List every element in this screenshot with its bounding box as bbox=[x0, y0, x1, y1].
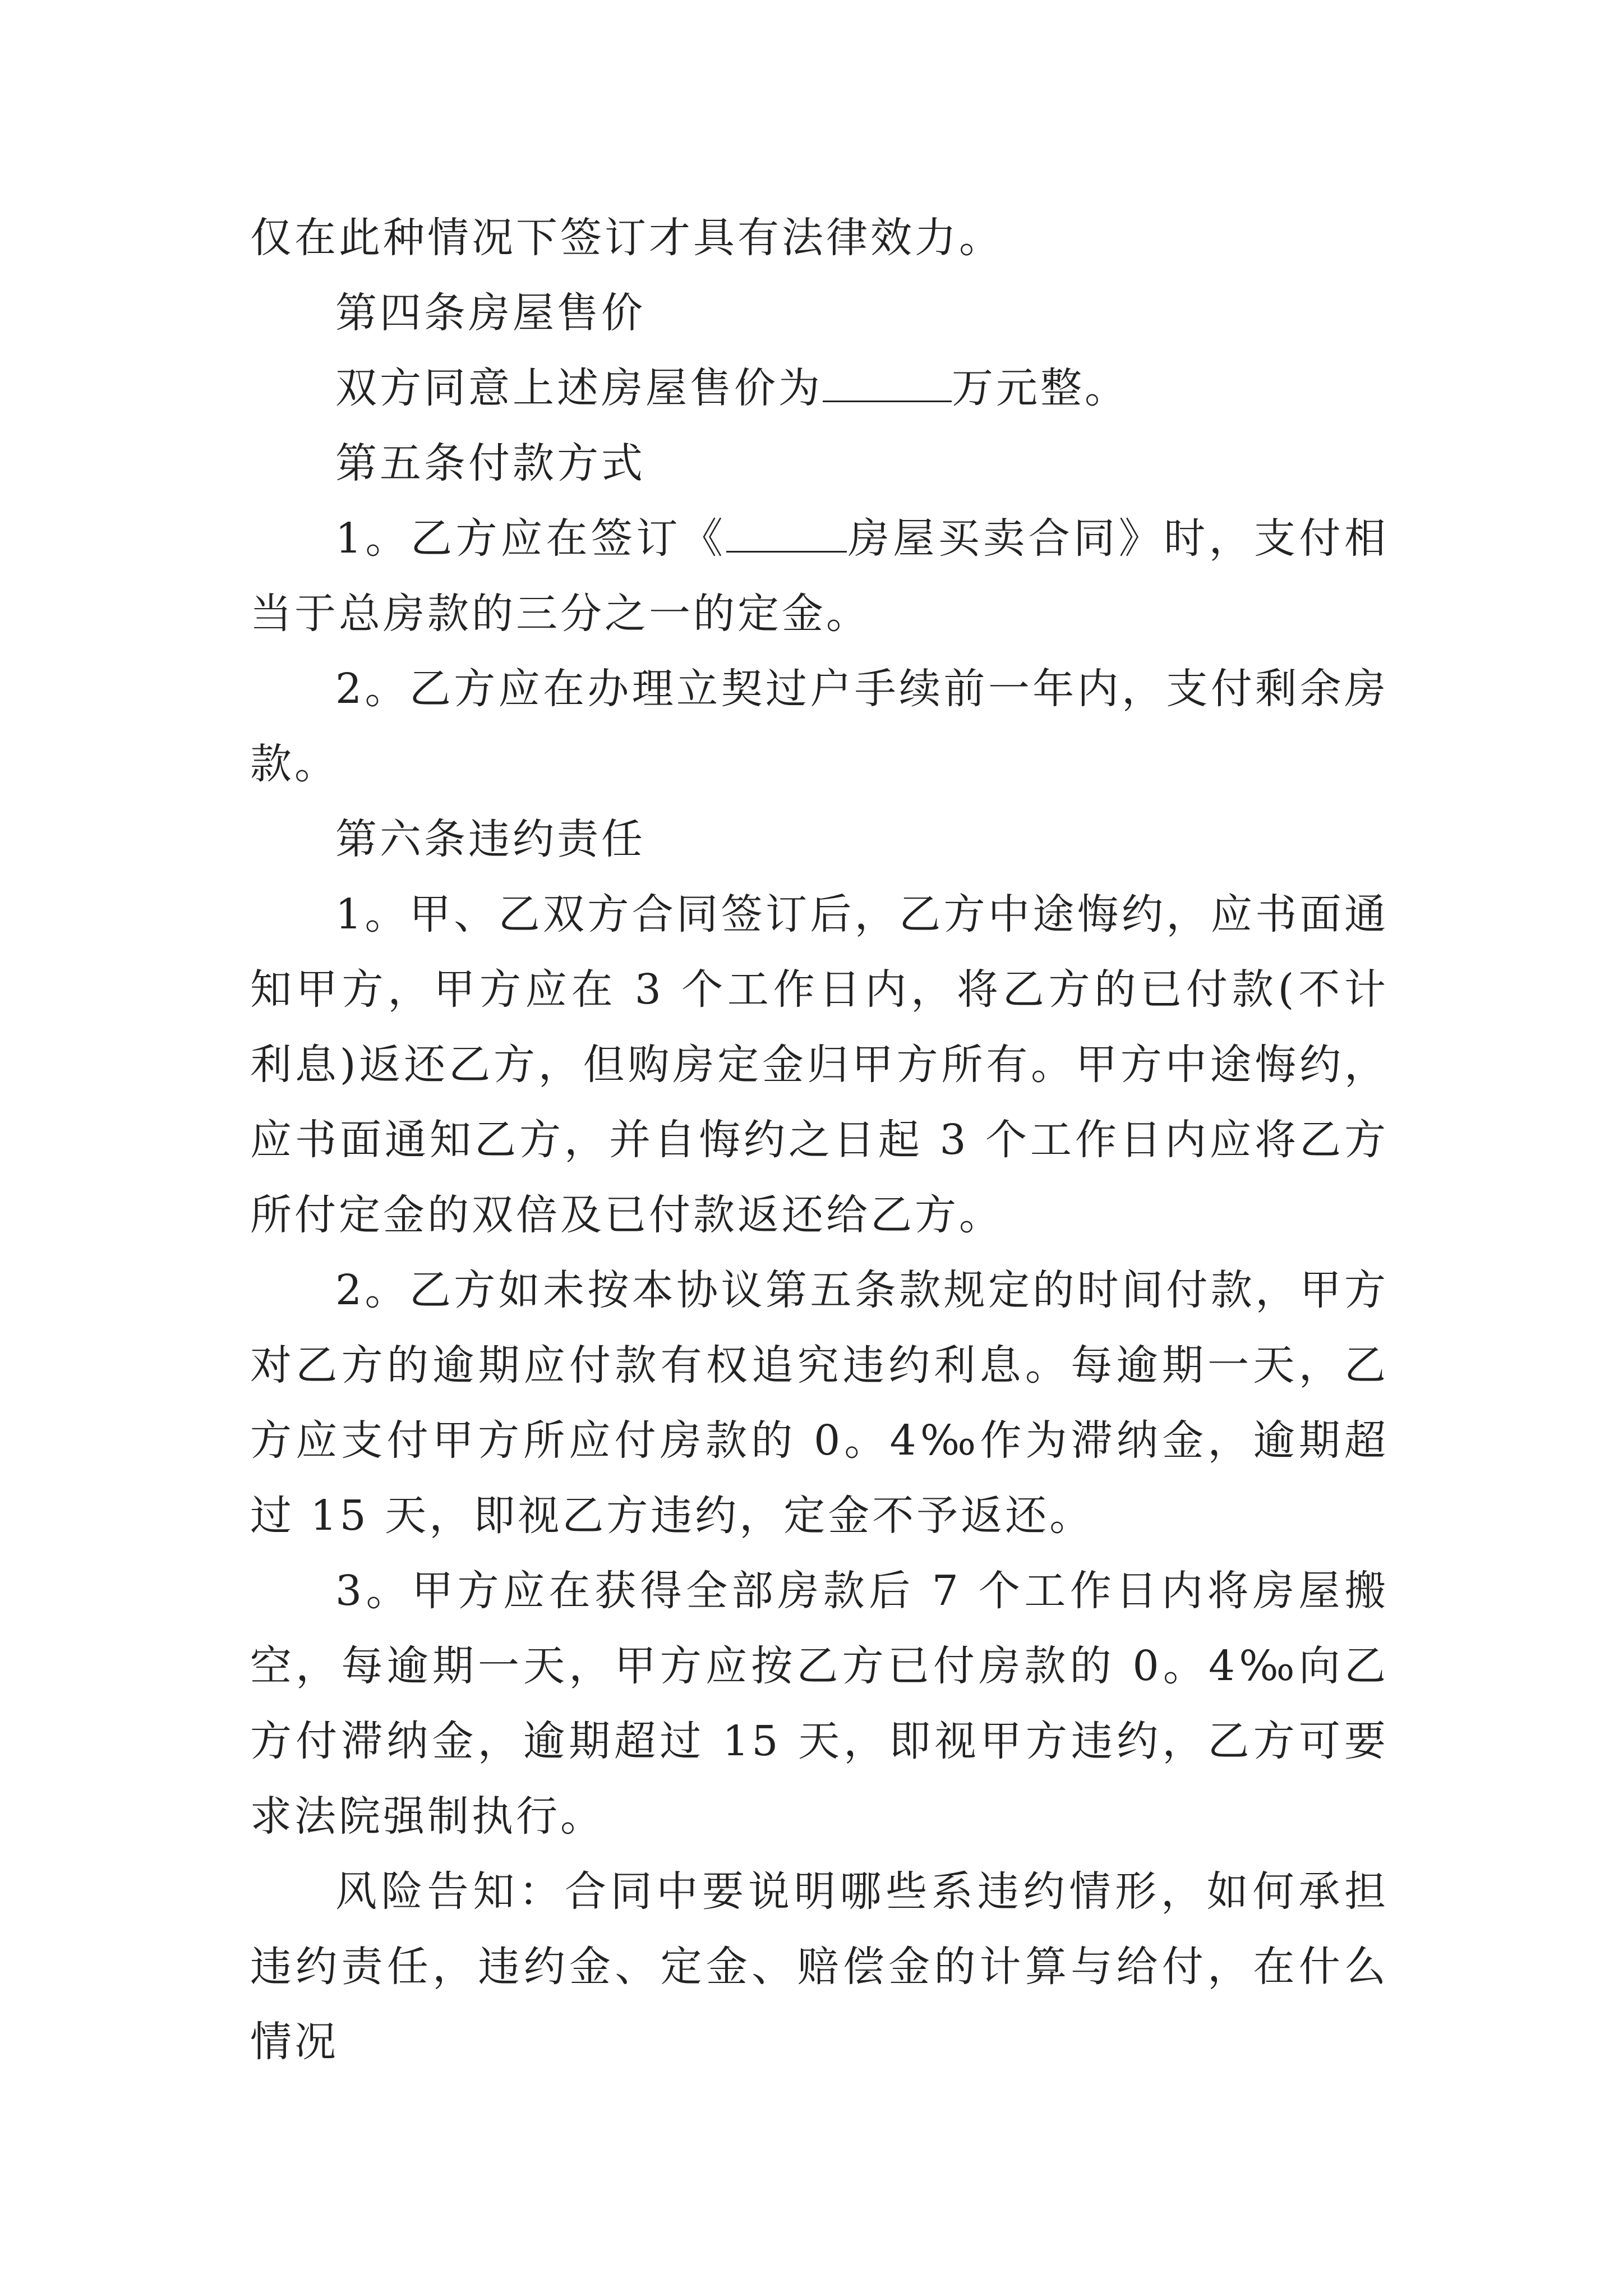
paragraph-liability-3 bbox=[250, 1553, 1389, 1854]
paragraph-liability-2 bbox=[250, 1253, 1389, 1553]
paragraph-text: 2。乙方应在办理立契过户手续前一年内，支付剩余房款。 bbox=[250, 665, 1389, 788]
heading-article-4-price bbox=[250, 275, 1389, 351]
paragraph-text: 1。甲、乙双方合同签订后，乙方中途悔约，应书面通知甲方，甲方应在 3 个工作日内，将乙方的已付款(不计利息)返还乙方，但购房定金归甲方所有。甲方中途悔约，应书面通知乙方，并自悔约之日起 3 个工作日内应将乙方所付定金的双倍及已付款返还给乙方。 bbox=[250, 890, 1389, 1239]
paragraph-text: 双方同意上述房屋售价为 bbox=[335, 364, 823, 412]
paragraph-text: 2。乙方如未按本协议第五条款规定的时间付款，甲方对乙方的逾期应付款有权追究违约利息。每逾期一天，乙方应支付甲方所应付房款的 0。4‰作为滞纳金，逾期超过 15 天，即视乙方违约，定金不予返还。 bbox=[250, 1266, 1389, 1540]
heading-text: 第六条违约责任 bbox=[335, 815, 645, 863]
paragraph-price-agreement bbox=[250, 351, 1389, 426]
paragraph-validity bbox=[250, 200, 1389, 275]
paragraph-text: 万元整。 bbox=[952, 364, 1129, 412]
heading-article-5-payment bbox=[250, 426, 1389, 501]
paragraph-payment-1 bbox=[250, 501, 1389, 651]
blank-underline bbox=[726, 506, 847, 553]
paragraph-text: 仅在此种情况下签订才具有法律效力。 bbox=[250, 214, 1003, 262]
paragraph-liability-1 bbox=[250, 877, 1389, 1253]
heading-text: 第四条房屋售价 bbox=[335, 289, 645, 337]
blank-underline bbox=[823, 356, 952, 402]
heading-text: 第五条付款方式 bbox=[335, 439, 645, 487]
paragraph-payment-2 bbox=[250, 651, 1389, 802]
paragraph-text: 3。甲方应在获得全部房款后 7 个工作日内将房屋搬空，每逾期一天，甲方应按乙方已付房款的 0。4‰向乙方付滞纳金，逾期超过 15 天，即视甲方违约，乙方可要求法院强制执行。 bbox=[250, 1567, 1389, 1841]
paragraph-text: 1。乙方应在签订《 bbox=[335, 514, 727, 563]
paragraph-text: 风险告知：合同中要说明哪些系违约情形，如何承担违约责任，违约金、定金、赔偿金的计算与给付，在什么情况 bbox=[250, 1867, 1389, 2066]
document-body bbox=[250, 200, 1389, 2079]
heading-article-6-liability bbox=[250, 802, 1389, 877]
paragraph-risk-notice bbox=[250, 1854, 1389, 2079]
paragraph-text: 房屋买卖合同》时，支付相当于总房款的三分之一的定金。 bbox=[250, 514, 1389, 638]
